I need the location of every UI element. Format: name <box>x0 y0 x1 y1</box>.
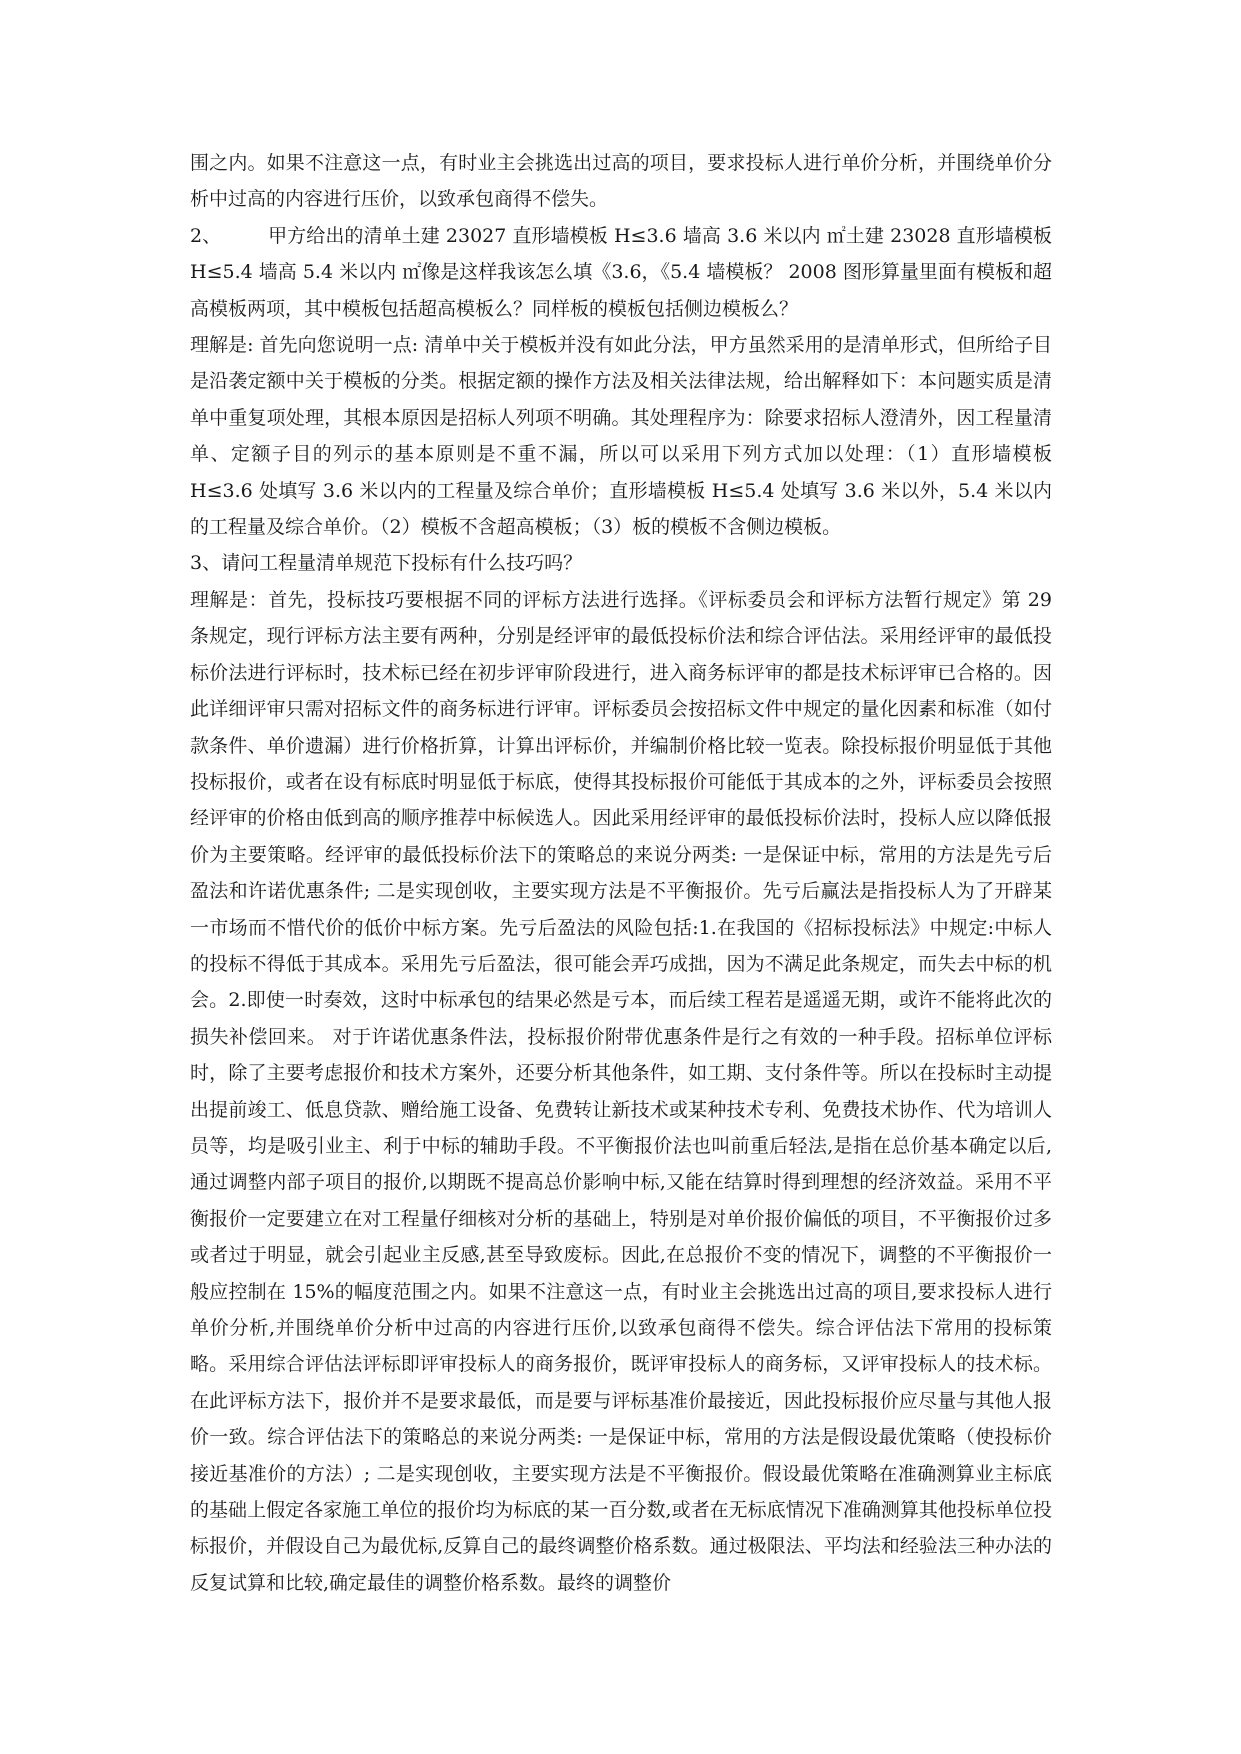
answer-2: 理解是: 首先向您说明一点: 清单中关于模板并没有如此分法，甲方虽然采用的是清单形式，但所给子目是沿袭定额中关于模板的分类。根据定额的操作方法及相关法律法规，给出解释如下：本问题实质是清单中重复项处理，其根本原因是招标人列项不明确。其处理程序为：除要求招标人澄清外，因工程量清单、定额子目的列示的基本原则是不重不漏，所以可以采用下列方式加以处理：（1）直形墙模板 H≤3.6 处填写 3.6 米以内的工程量及综合单价；直形墙模板 H≤5.4 处填写 3.6 米以外，5.4 米以内的工程量及综合单价。（2）模板不含超高模板；（3）板的模板不含侧边模板。 <box>190 334 1052 539</box>
document-body <box>190 145 1052 1601</box>
paragraph-continuation: 围之内。如果不注意这一点，有时业主会挑选出过高的项目，要求投标人进行单价分析，并围绕单价分析中过高的内容进行压价，以致承包商得不偿失。 <box>190 152 1052 211</box>
answer-3: 理解是：首先，投标技巧要根据不同的评标方法进行选择。《评标委员会和评标方法暂行规定》第 29 条规定，现行评标方法主要有两种，分别是经评审的最低投标价法和综合评估法。采用经评审的最低投标价法进行评标时，技术标已经在初步评审阶段进行，进入商务标评审的都是技术标评审已合格的。因此详细评审只需对招标文件的商务标进行评审。评标委员会按招标文件中规定的量化因素和标准（如付款条件、单价遗漏）进行价格折算，计算出评标价，并编制价格比较一览表。除投标报价明显低于其他投标报价，或者在设有标底时明显低于标底，使得其投标报价可能低于其成本的之外，评标委员会按照经评审的价格由低到高的顺序推荐中标候选人。因此采用经评审的最低投标价法时，投标人应以降低报价为主要策略。经评审的最低投标价法下的策略总的来说分两类: 一是保证中标，常用的方法是先亏后盈法和许诺优惠条件; 二是实现创收，主要实现方法是不平衡报价。先亏后赢法是指投标人为了开辟某一市场而不惜代价的低价中标方案。先亏后盈法的风险包括:1.在我国的《招标投标法》中规定:中标人的投标不得低于其成本。采用先亏后盈法，很可能会弄巧成拙，因为不满足此条规定，而失去中标的机会。2.即使一时奏效，这时中标承包的结果必然是亏本，而后续工程若是遥遥无期，或许不能将此次的损失补偿回来。 对于许诺优惠条件法，投标报价附带优惠条件是行之有效的一种手段。招标单位评标时，除了主要考虑报价和技术方案外，还要分析其他条件，如工期、支付条件等。所以在投标时主动提出提前竣工、低息贷款、赠给施工设备、免费转让新技术或某种技术专利、免费技术协作、代为培训人员等，均是吸引业主、利于中标的辅助手段。不平衡报价法也叫前重后轻法,是指在总价基本确定以后,通过调整内部子项目的报价,以期既不提高总价影响中标,又能在结算时得到理想的经济效益。采用不平衡报价一定要建立在对工程量仔细核对分析的基础上，特别是对单价报价偏低的项目，不平衡报价过多或者过于明显，就会引起业主反感,甚至导致废标。因此,在总报价不变的情况下，调整的不平衡报价一般应控制在 15%的幅度范围之内。如果不注意这一点，有时业主会挑选出过高的项目,要求投标人进行单价分析,并围绕单价分析中过高的内容进行压价,以致承包商得不偿失。综合评估法下常用的投标策略。采用综合评估法评标即评审投标人的商务报价，既评审投标人的商务标，又评审投标人的技术标。在此评标方法下，报价并不是要求最低，而是要与评标基准价最接近，因此投标报价应尽量与其他人报价一致。综合评估法下的策略总的来说分两类: 一是保证中标，常用的方法是假设最优策略（使投标价接近基准价的方法）; 二是实现创收，主要实现方法是不平衡报价。假设最优策略在准确测算业主标底的基础上假定各家施工单位的报价均为标底的某一百分数,或者在无标底情况下准确测算其他投标单位投标报价，并假设自己为最优标,反算自己的最终调整价格系数。通过极限法、平均法和经验法三种办法的反复试算和比较,确定最佳的调整价格系数。最终的调整价 <box>190 588 1052 1594</box>
question-2 <box>190 218 1052 327</box>
question-3: 3、请问工程量清单规范下投标有什么技巧吗？ <box>190 552 583 575</box>
question-2-number: 2、 <box>190 224 222 247</box>
question-2-text: 甲方给出的清单土建 23027 直形墙模板 H≤3.6 墙高 3.6 米以内 ㎡土建 23028 直形墙模板 H≤5.4 墙高 5.4 米以内 ㎡像是这样我该怎么填《3.6，《5.4 墙模板？ 2008 图形算量里面有模板和超高模板两项，其中模板包括超高模板么？同样板的模板包括侧边模板么？ <box>190 224 1052 320</box>
